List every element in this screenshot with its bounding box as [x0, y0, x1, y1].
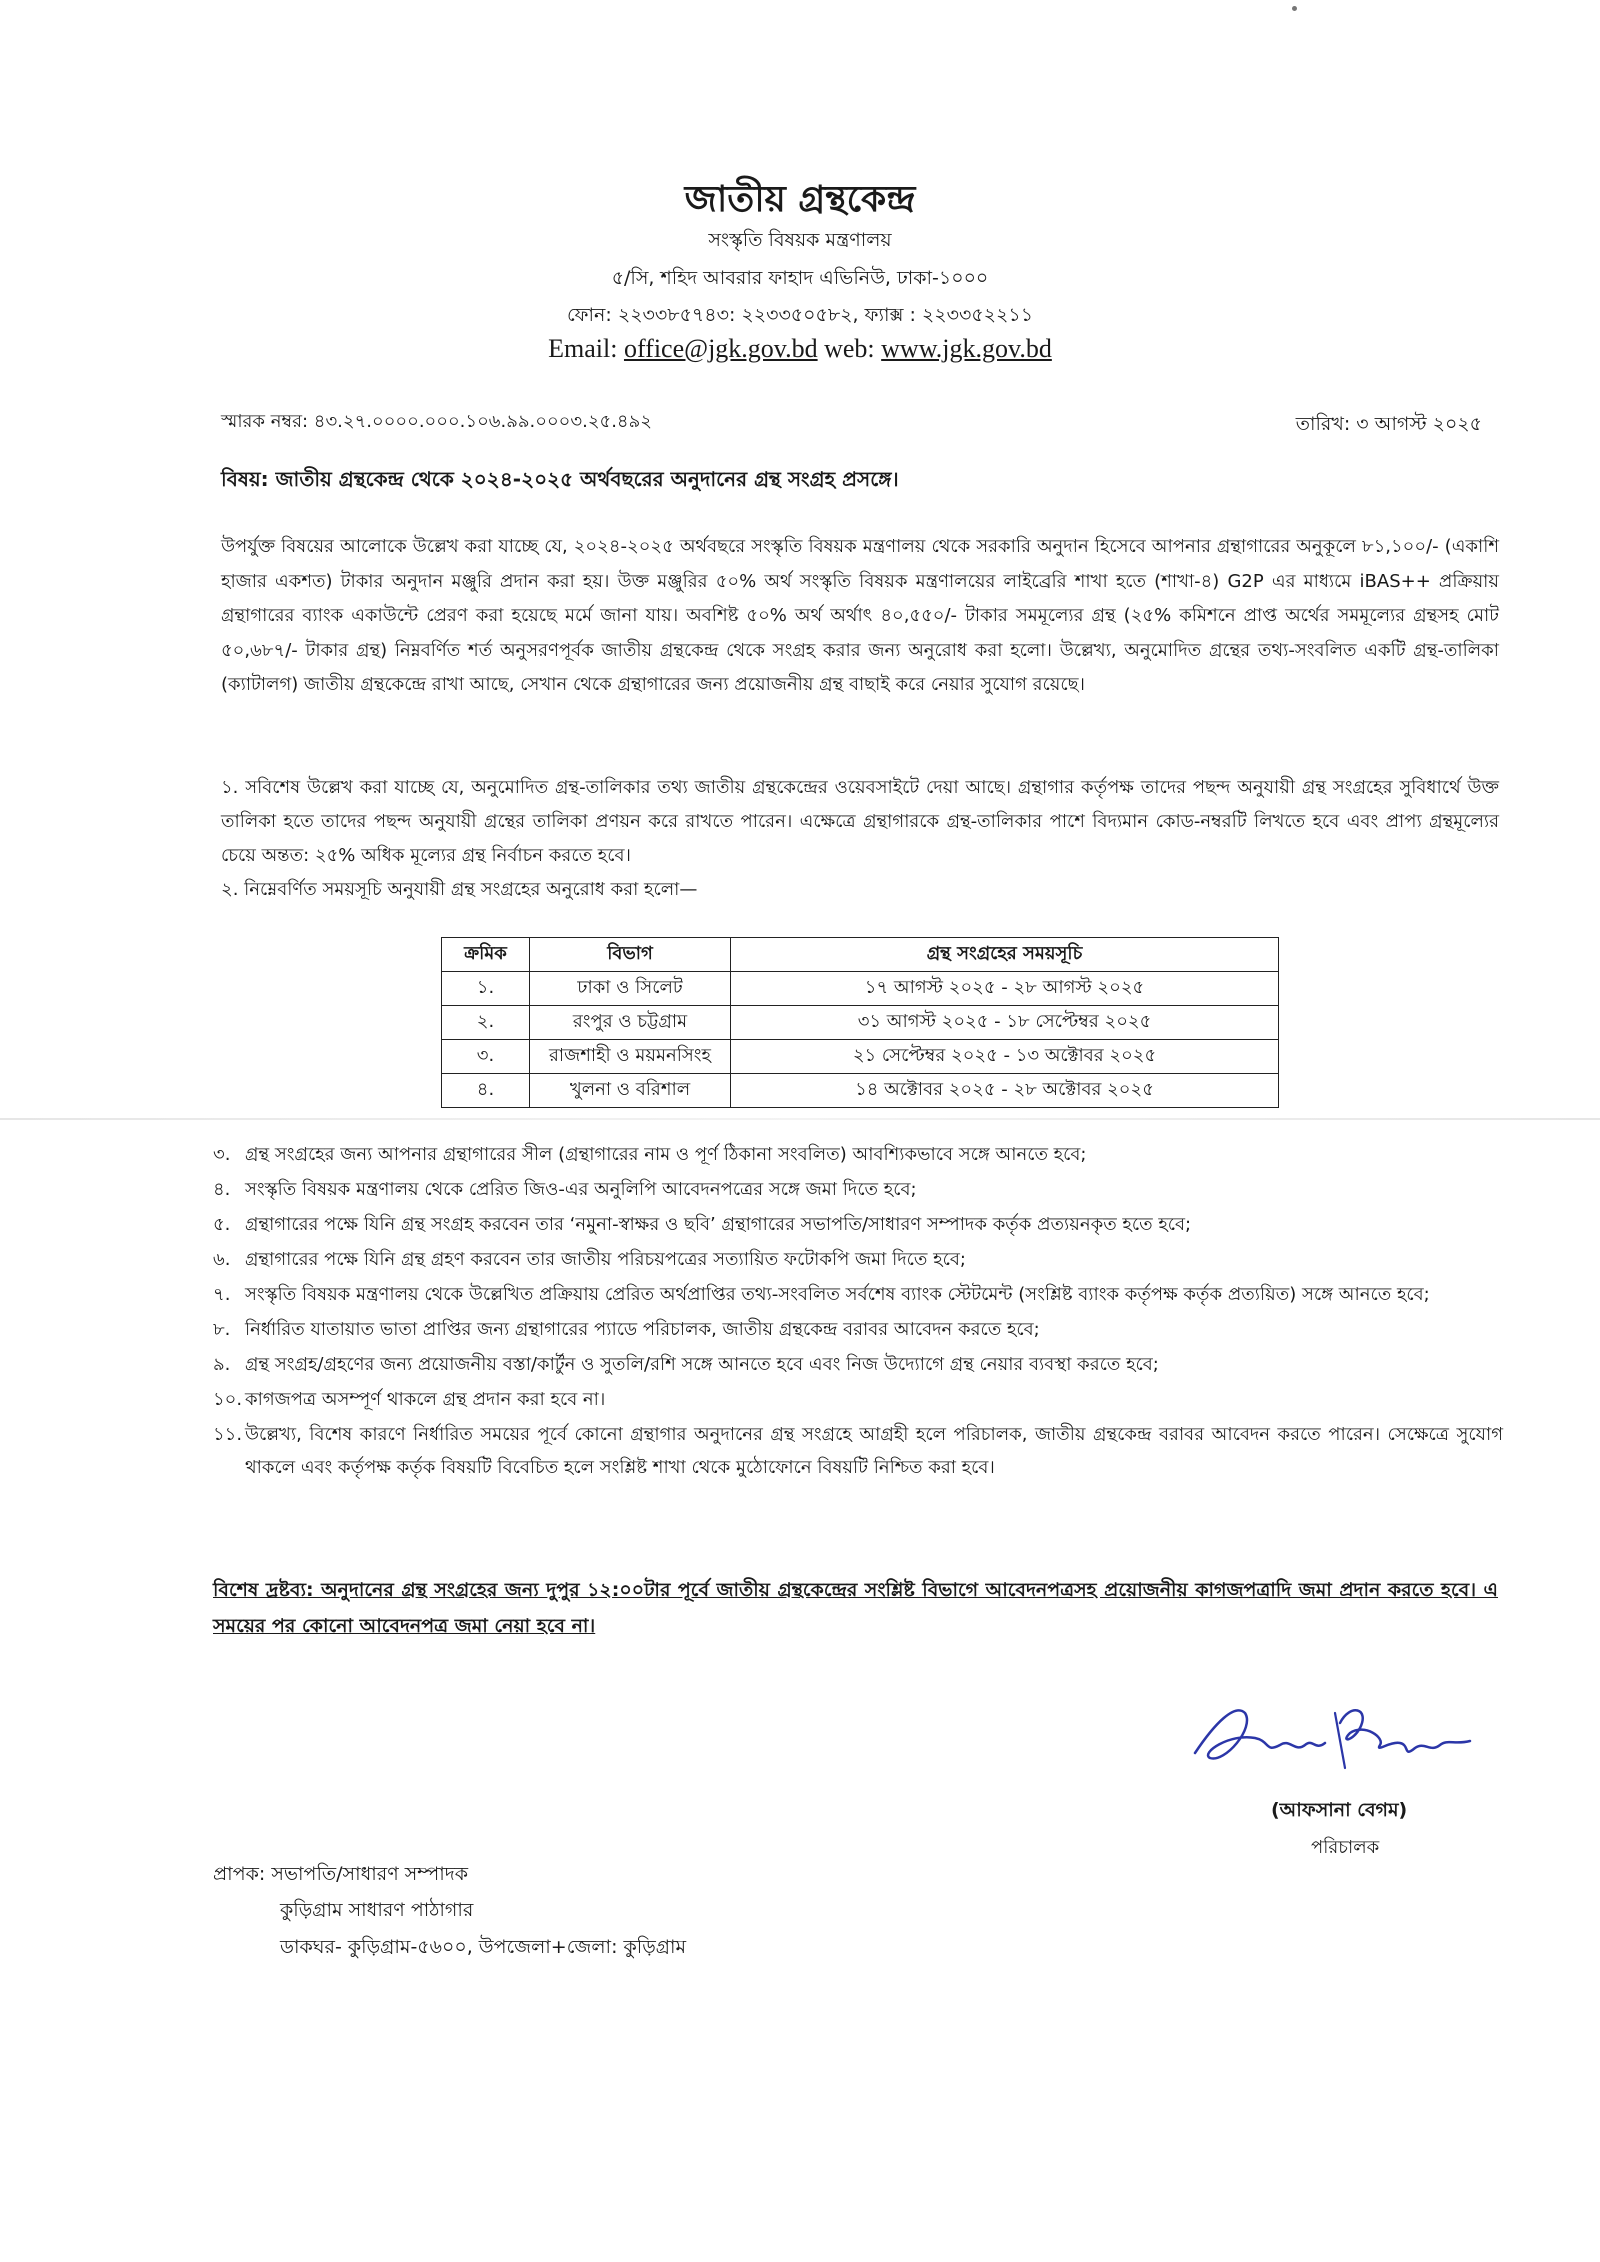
item-number: ৮.	[213, 1319, 231, 1340]
recipient-line-2: কুড়িগ্রাম সাধারণ পাঠাগার	[280, 1899, 474, 1921]
column-header: ক্রমিক	[442, 938, 530, 972]
item-text: উল্লেখ্য, বিশেষ কারণে নির্ধারিত সময়ের পূর্বে কোনো গ্রন্থাগার অনুদানের গ্রন্থ সংগ্রহে আগ্রহী হলে পরিচালক, জাতীয় গ্রন্থকেন্দ্র বরাবর আবেদন করতে পারেন। সেক্ষেত্রে সুযোগ থাকলে এবং কর্তৃপক্ষ কর্তৃক বিষয়টি বিবেচিত হলে সংশ্লিষ্ট শাখা থেকে মুঠোফোনে বিষয়টি নিশ্চিত করা হবে।	[245, 1424, 1503, 1478]
column-header: বিভাগ	[530, 938, 731, 972]
special-note: বিশেষ দ্রষ্টব্য: অনুদানের গ্রন্থ সংগ্রহের জন্য দুপুর ১২:০০টার পূর্বে জাতীয় গ্রন্থকেন্দ্রের সংশ্লিষ্ট বিভাগে আবেদনপত্রসহ প্রয়োজনীয় কাগজপত্রাদি জমা প্রদান করতে হবে। এ সময়ের পর কোনো আবেদনপত্র জমা নেয়া হবে না।	[213, 1579, 1498, 1637]
organization-name: জাতীয় গ্রন্থকেন্দ্র	[684, 179, 916, 220]
item-text: সংস্কৃতি বিষয়ক মন্ত্রণালয় থেকে উল্লেখিত প্রক্রিয়ায় প্রেরিত অর্থপ্রাপ্তির তথ্য-সংবলিত সর্বশেষ ব্যাংক স্টেটমেন্ট (সংশ্লিষ্ট ব্যাংক কর্তৃপক্ষ কর্তৃক প্রত্যয়িত) সঙ্গে আনতে হবে;	[245, 1284, 1430, 1305]
serial-cell: ১.	[442, 972, 530, 1006]
recipient-line-3: ডাকঘর- কুড়িগ্রাম-৫৬০০, উপজেলা+জেলা: কুড়িগ্রাম	[280, 1936, 687, 1958]
email-label: Email:	[548, 334, 624, 363]
item-text: গ্রন্থাগারের পক্ষে যিনি গ্রন্থ গ্রহণ করবেন তার জাতীয় পরিচয়পত্রের সত্যায়িত ফটোকপি জমা দিতে হবে;	[245, 1249, 966, 1270]
letter-date: তারিখ: ৩ আগস্ট ২০২৫	[1295, 413, 1482, 435]
division-cell: খুলনা ও বরিশাল	[530, 1074, 731, 1108]
division-cell: রংপুর ও চট্টগ্রাম	[530, 1006, 731, 1040]
paper-fold-line	[0, 1118, 1600, 1120]
item-text: সংস্কৃতি বিষয়ক মন্ত্রণালয় থেকে প্রেরিত জিও-এর অনুলিপি আবেদনপত্রের সঙ্গে জমা দিতে হবে;	[245, 1179, 917, 1200]
list-item	[213, 1173, 1503, 1207]
condition-item-2: ২. নিম্নেবর্ণিত সময়সূচি অনুযায়ী গ্রন্থ সংগ্রহের অনুরোধ করা হলো—	[221, 879, 698, 900]
condition-item-1: ১. সবিশেষ উল্লেখ করা যাচ্ছে যে, অনুমোদিত গ্রন্থ-তালিকার তথ্য জাতীয় গ্রন্থকেন্দ্রের ওয়েবসাইটে দেয়া আছে। গ্রন্থাগার কর্তৃপক্ষ তাদের পছন্দ অনুযায়ী গ্রন্থ সংগ্রহের সুবিধার্থে উক্ত তালিকা হতে তাদের পছন্দ অনুযায়ী গ্রন্থের তালিকা প্রণয়ন করে রাখতে পারেন। এক্ষেত্রে গ্রন্থাগারকে গ্রন্থ-তালিকার পাশে বিদ্যমান কোড-নম্বরটি লিখতে হবে এবং প্রাপ্য গ্রন্থমূল্যের চেয়ে অন্তত: ২৫% অধিক মূল্যের গ্রন্থ নির্বাচন করতে হবে।	[221, 777, 1499, 866]
item-number: ৭.	[213, 1284, 231, 1305]
table-header-row	[442, 938, 1279, 972]
item-number: ৪.	[213, 1179, 231, 1200]
phone-fax: ফোন: ২২৩৩৮৫৭৪৩: ২২৩৩৫০৫৮২, ফ্যাক্স : ২২৩৩৫২২১১	[566, 304, 1034, 326]
item-number: ৩.	[213, 1144, 231, 1165]
web-link[interactable]: www.jgk.gov.bd	[881, 334, 1052, 363]
subject-line: বিষয়: জাতীয় গ্রন্থকেন্দ্র থেকে ২০২৪-২০২৫ অর্থবছরের অনুদানের গ্রন্থ সংগ্রহ প্রসঙ্গে।	[221, 467, 899, 491]
list-item	[213, 1138, 1503, 1172]
serial-cell: ২.	[442, 1006, 530, 1040]
ministry-name: সংস্কৃতি বিষয়ক মন্ত্রণালয়	[708, 229, 892, 251]
item-text: গ্রন্থ সংগ্রহের জন্য আপনার গ্রন্থাগারের সীল (গ্রন্থাগারের নাম ও পূর্ণ ঠিকানা সংবলিত) আবশ্যিকভাবে সঙ্গে আনতে হবে;	[245, 1144, 1087, 1165]
serial-cell: ৩.	[442, 1040, 530, 1074]
list-item	[213, 1278, 1503, 1312]
item-text: গ্রন্থ সংগ্রহ/গ্রহণের জন্য প্রয়োজনীয় বস্তা/কার্টুন ও সুতলি/রশি সঙ্গে আনতে হবে এবং নিজ উদ্যোগে গ্রন্থ নেয়ার ব্যবস্থা করতে হবে;	[245, 1354, 1159, 1375]
item-text: নির্ধারিত যাতায়াত ভাতা প্রাপ্তির জন্য গ্রন্থাগারের প্যাডে পরিচালক, জাতীয় গ্রন্থকেন্দ্র বরাবর আবেদন করতে হবে;	[245, 1319, 1040, 1340]
office-address: ৫/সি, শহিদ আবরার ফাহাদ এভিনিউ, ঢাকা-১০০০	[611, 267, 989, 289]
list-item	[213, 1208, 1503, 1242]
item-text: গ্রন্থাগারের পক্ষে যিনি গ্রন্থ সংগ্রহ করবেন তার ‘নমুনা-স্বাক্ষর ও ছবি’ গ্রন্থাগারের সভাপতি/সাধারণ সম্পাদক কর্তৃক প্রত্যয়নকৃত হতে হবে;	[245, 1214, 1192, 1235]
list-item	[213, 1348, 1503, 1382]
item-number: ৯.	[213, 1354, 231, 1375]
schedule-table	[441, 937, 1279, 1108]
table-row	[442, 1006, 1279, 1040]
item-number: ৬.	[213, 1249, 231, 1270]
condition-list	[213, 1138, 1503, 1484]
schedule-cell: ৩১ আগস্ট ২০২৫ - ১৮ সেপ্টেম্বর ২০২৫	[731, 1006, 1279, 1040]
item-number: ৫.	[213, 1214, 231, 1235]
column-header: গ্রন্থ সংগ্রহের সময়সূচি	[731, 938, 1279, 972]
list-item	[213, 1313, 1503, 1347]
contact-line	[300, 334, 1300, 364]
item-number: ১১.	[213, 1424, 243, 1445]
division-cell: ঢাকা ও সিলেট	[530, 972, 731, 1006]
schedule-cell: ১৪ অক্টোবর ২০২৫ - ২৮ অক্টোবর ২০২৫	[731, 1074, 1279, 1108]
handwritten-signature	[1185, 1683, 1485, 1783]
email-link[interactable]: office@jgk.gov.bd	[623, 334, 818, 363]
item-number: ১০.	[213, 1389, 243, 1410]
schedule-cell: ১৭ আগস্ট ২০২৫ - ২৮ আগস্ট ২০২৫	[731, 972, 1279, 1006]
signatory-name: (আফসানা বেগম)	[1271, 1799, 1408, 1821]
list-item	[213, 1243, 1503, 1277]
intro-paragraph: উপর্যুক্ত বিষয়ের আলোকে উল্লেখ করা যাচ্ছে যে, ২০২৪-২০২৫ অর্থবছরে সংস্কৃতি বিষয়ক মন্ত্রণালয় থেকে সরকারি অনুদান হিসেবে আপনার গ্রন্থাগারের অনুকূলে ৮১,১০০/- (একাশি হাজার একশত) টাকার অনুদান মঞ্জুরি প্রদান করা হয়। উক্ত মঞ্জুরির ৫০% অর্থ সংস্কৃতি বিষয়ক মন্ত্রণালয়ের লাইব্রেরি শাখা হতে (শাখা-৪) G2P এর মাধ্যমে iBAS++ প্রক্রিয়ায় গ্রন্থাগারের ব্যাংক একাউন্টে প্রেরণ করা হয়েছে মর্মে জানা যায়। অবশিষ্ট ৫০% অর্থ অর্থাৎ ৪০,৫৫০/- টাকার সমমূল্যের গ্রন্থ (২৫% কমিশনে প্রাপ্ত অর্থের সমমূল্যের গ্রন্থসহ মোট ৫০,৬৮৭/- টাকার গ্রন্থ) নিম্নবর্ণিত শর্ত অনুসরণপূর্বক জাতীয় গ্রন্থকেন্দ্র থেকে সংগ্রহ করার জন্য অনুরোধ করা হলো। উল্লেখ্য, অনুমোদিত গ্রন্থের তথ্য-সংবলিত একটি গ্রন্থ-তালিকা (ক্যাটালগ) জাতীয় গ্রন্থকেন্দ্রে রাখা আছে, সেখান থেকে গ্রন্থাগারের জন্য প্রয়োজনীয় গ্রন্থ বাছাই করে নেয়ার সুযোগ রয়েছে।	[221, 536, 1499, 695]
list-item	[213, 1418, 1503, 1484]
paper-speck	[1292, 6, 1297, 11]
item-text: কাগজপত্র অসম্পূর্ণ থাকলে গ্রন্থ প্রদান করা হবে না।	[245, 1389, 606, 1410]
table-row	[442, 972, 1279, 1006]
table-row	[442, 1040, 1279, 1074]
web-label: web:	[817, 334, 882, 363]
list-item	[213, 1383, 1503, 1417]
recipient-line-1: প্রাপক: সভাপতি/সাধারণ সম্পাদক	[213, 1863, 469, 1885]
schedule-cell: ২১ সেপ্টেম্বর ২০২৫ - ১৩ অক্টোবর ২০২৫	[731, 1040, 1279, 1074]
division-cell: রাজশাহী ও ময়মনসিংহ	[530, 1040, 731, 1074]
signatory-title: পরিচালক	[1311, 1837, 1380, 1858]
serial-cell: ৪.	[442, 1074, 530, 1108]
memo-number: স্মারক নম্বর: ৪৩.২৭.০০০০.০০০.১০৬.৯৯.০০০৩.২৫.৪৯২	[221, 411, 652, 432]
table-row	[442, 1074, 1279, 1108]
